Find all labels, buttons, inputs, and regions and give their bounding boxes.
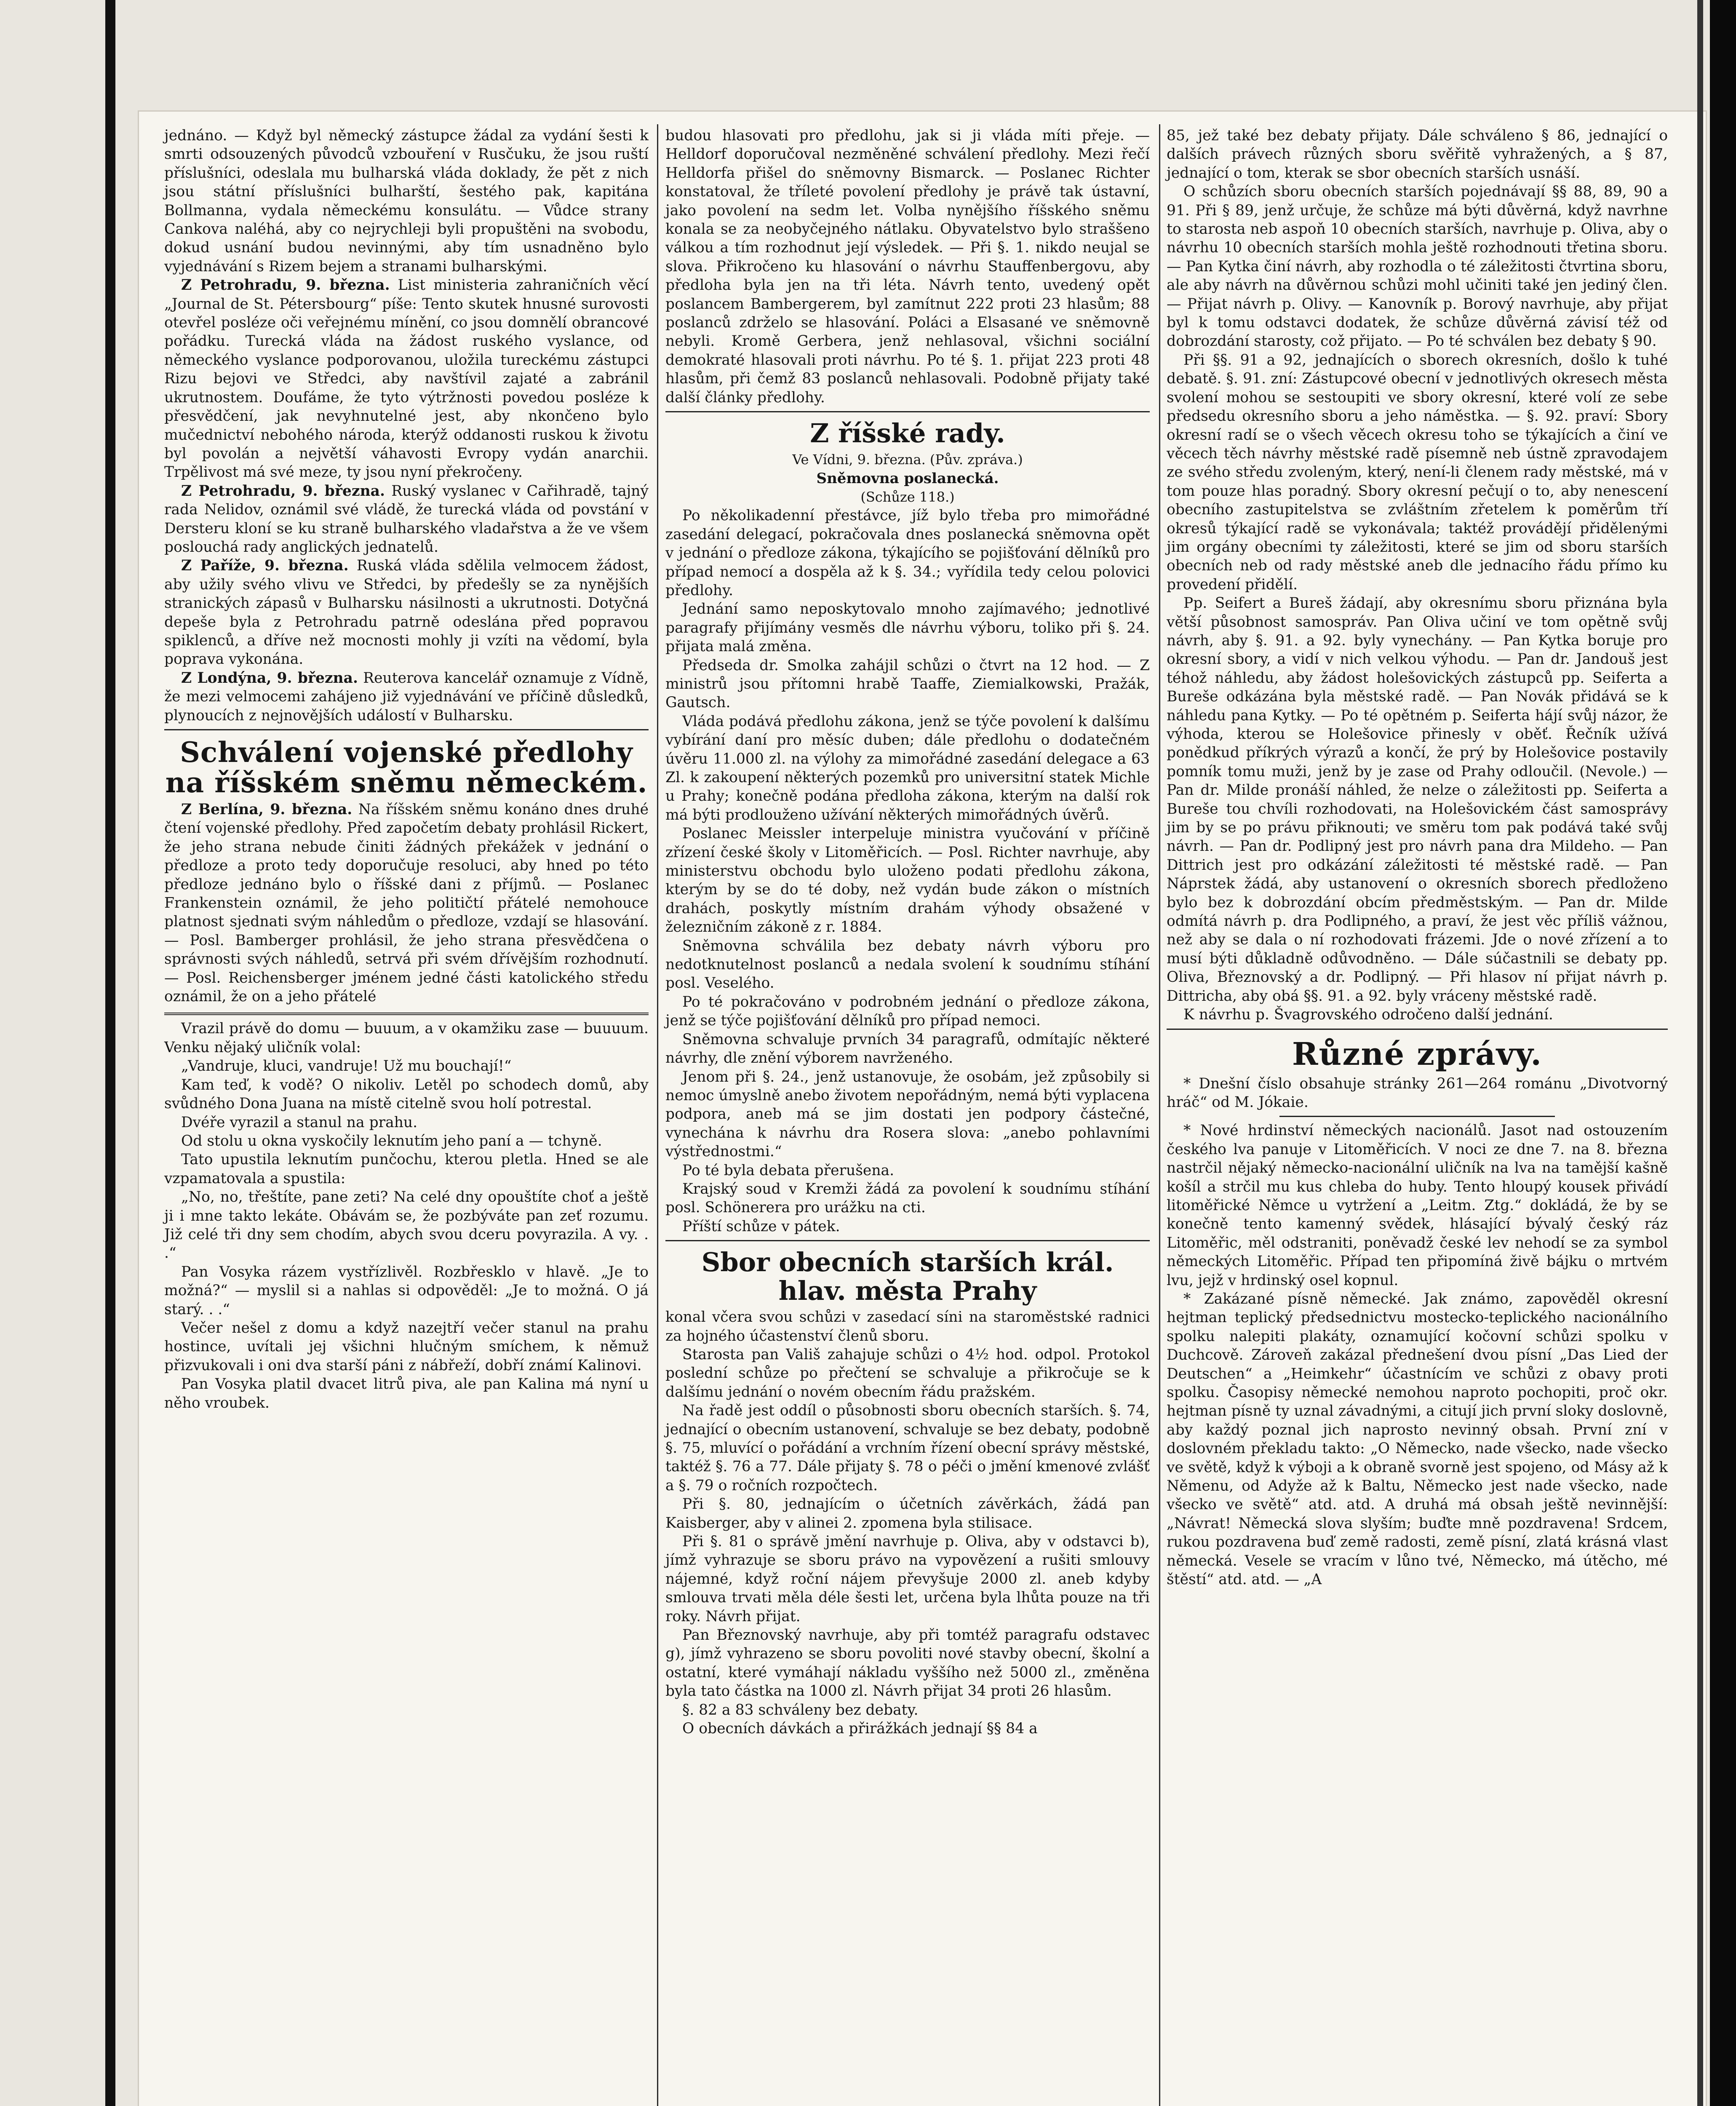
section-divider bbox=[665, 411, 1150, 412]
article-berlin-continued: budou hlasovati pro předlohu, jak si ji vláda míti přeje. — Helldorf doporučoval nezměněné schválení předlohy. Mezi řečí Helldorfa přišel do sněmovny Bismarck. — Poslanec Richter konstatoval, že tříleté povolení předlohy je právě tak ústavní, jako povolení na sedm let. Volba nynějšího říšského sněmu konala se za neobyčejného nátlaku. Obyvatelstvo bylo straššeno válkou a tím rozhodnut její výsledek. — Při §. 1. nikdo neujal se slova. Přikročeno ku hlasování o návrhu Stauffenbergovu, aby předloha byla jen na tři léta. Návrh tento, uvedený opět poslancem Bambergerem, byl zamítnut 222 proti 23 hlasům; 88 poslanců zdrželo se hlasování. Poláci a Elsasané ve sněmovně nebyli. Kromě Gerbera, jenž nehlasoval, všichni sociální demokraté hlasovali proti návrhu. Po té §. 1. přijat 223 proti 48 hlasům, při čemž 83 poslanců nehlasovali. Podobně přijaty také další články předlohy. bbox=[665, 127, 1150, 406]
council-paragraph: Po té byla debata přerušena. bbox=[682, 1162, 895, 1179]
news-item: * Nové hrdinství německých nacionálů. Jasot nad ostouzením českého lva panuje v Litoměřicích. V noci ze dne 7. na 8. března nastrčil nějaký německo-nacionální uličník na lva na tamější kašně košíl a strčil mu kus chleba do huby. Tento hloupý kousek přivádí litoměřické Němce u vytržení a „Leitm. Ztg.“ dokládá, že by se konečně tento kamenný svědek, hlásající bývalý český ráz Litoměřic, měl odstraniti, poněvadž české lev nehodí se za symbol německých Litoměřic. Případ ten připomíná živě bájku o mrtvém lvu, jejž v hrdinský osel kopnul. bbox=[1167, 1122, 1668, 1289]
council-paragraph: Vláda podává předlohu zákona, jenž se týče povolení k dalšímu vybírání daní pro měsíc duben; dále předlohu o dodatečném úvěru 11.000 zl. na výlohy za mimořádné zasedání delegace a 63 Zl. k zakoupení některých pozemků pro universitní statek Michle u Prahy; konečně podána předloha zákona, kterým na další rok má býti prodlouženo užívání některých mimořádných úvěrů. bbox=[665, 713, 1150, 823]
feuilleton-paragraph: Pan Vosyka rázem vystřízlivěl. Rozbřesklo v hlavě. „Je to možná?“ — myslil si a nahlas si odpověděl: „Je to možná. O já starý. . .“ bbox=[164, 1263, 649, 1318]
dispatch-text: Ruský vyslanec v Cařihradě, tajný rada Nelidov, oznámil své vládě, že turecká vláda od povstání v Dersteru kloní se ku straně bulharského vladařstva a že ve všem poslouchá rady anglických jednatelů. bbox=[164, 482, 649, 556]
dispatch-london bbox=[164, 669, 649, 725]
scan-border-right-inner bbox=[1697, 0, 1703, 2106]
section-divider bbox=[665, 1240, 1150, 1241]
feuilleton-paragraph: Vrazil právě do domu — buuum, a v okamžiku zase — buuuum. Venku nějaký uličník volal: bbox=[164, 1020, 649, 1056]
council-paragraph: Sněmovna schvaluje prvních 34 paragrafů, odmítajíc některé návrhy, dle znění výborem navrženého. bbox=[665, 1031, 1150, 1067]
dispatch-text: Reuterova kancelář oznamuje z Vídně, že mezi velmocemi zahájeno již vyjednávání ve příčině důsledků, plynoucích z nejnovějších událostí v Bulharsku. bbox=[164, 669, 649, 724]
dispatch-text: List ministeria zahraničních věcí „Journal de St. Pétersbourg“ píše: Tento skutek hnusné surovosti otevřel posléze oči veřejnému mínění, co jsou domnělí obrancové pořádku. Turecká vláda na žádost ruského vyslance, od německého vyslance podporovanou, uložila tureckému zástupci Rizu bejovi ve Středci, aby navštívil zajaté a zabránil ukrutnostem. Doufáme, že tyto výtržnosti povedou posléze k přesvědčení, jak nevyhnutelné jest, aby nkončeno bylo mučednictví nebohého národa, kterýž oddanosti ruskou k životu byl povolán a největší váhavosti Evropy vydán anarchii. Trpělivost má své meze, ty jsou nyní překročeny. bbox=[164, 277, 649, 481]
prague-continued-paragraph: K návrhu p. Švagrovského odročeno další jednání. bbox=[1183, 1006, 1553, 1024]
prague-continued-paragraph: 85, jež také bez debaty přijaty. Dále schváleno § 86, jednající o dalších právech různých sboru svěřitě vyhražených, a § 87, jednající o tom, kterak se sbor obecních starších usnáší. bbox=[1167, 127, 1668, 182]
news-separator bbox=[1279, 1116, 1555, 1117]
headline-imperial-council: Z říšské rady. bbox=[810, 418, 1005, 449]
session-number: (Schůze 118.) bbox=[860, 489, 955, 505]
section-divider bbox=[164, 729, 649, 730]
prague-paragraph: konal včera svou schůzi v zasedací síni na staroměstské radnici za hojného účastenství členů sboru. bbox=[665, 1309, 1150, 1344]
news-item: * Zakázané písně německé. Jak známo, zapověděl okresní hejtman teplický předsednictvu mostecko-teplického nacionálního spolku nalepiti plakáty, oznamující kočovní schůzi spolku v Duchcově. Zároveň zakázal přednešení dvou písní „Das Lied der Deutschen“ a „Heimkehr“ účastnícím ve schůzi z obavy proti spolku. Časopisy německé nemohou naproto pochopiti, proč okr. hejtman písně ty uznal závadnými, a citují jich první sloky doslovně, aby každý poznal jich naprosto nevinný obsah. První zní v doslovném překladu takto: „O Německo, nade všecko, nade všecko ve světě, když k výboji a k obraně svorně jest spojeno, od Másy až k Němenu, od Adyže až k Baltu, Německo jest nade všecko, nade všecko ve světě“ atd. atd. A druhá má obsah ještě nevinnější: „Návrat! Německá slova slyším; buďte mně pozdravena! Srdcem, rukou pozdravena buď země radosti, země písní, zlatá krásná vlast německá. Vesele se vracím v lůno tvé, Německo, má útěcho, mé štěstí“ atd. atd. — „A bbox=[1167, 1290, 1668, 1588]
council-paragraph: Po té pokračováno v podrobném jednání o předloze zákona, jenž se týče pojišťování dělníků pro případ nemoci. bbox=[665, 993, 1150, 1029]
council-paragraph: Po několikadenní přestávce, jíž bylo třeba pro mimořádné zasedání delegací, pokračovala dnes poslanecká sněmovna opět v jednání o předloze zákona, týkajícího se pojišťování dělníků pro případ nemocí a dospěla až k §. 34.; vyřídila tedy celou polovici předlohy. bbox=[665, 507, 1150, 599]
dispatch-dateline: Z Petrohradu, 9. března. bbox=[181, 482, 385, 500]
headline-prague-council: Sbor obecních starších král. hlav. města Prahy bbox=[701, 1247, 1114, 1307]
subhead-chamber: Sněmovna poslanecká. bbox=[816, 470, 999, 487]
council-paragraph: Sněmovna schválila bez debaty návrh výboru pro nedotknutelnost poslanců a nedala svolení k soudnímu stíhání posl. Veselého. bbox=[665, 937, 1150, 992]
dispatch-dateline: Z Paříže, 9. března. bbox=[181, 557, 349, 575]
dispatch-dateline: Z Berlína, 9. března. bbox=[181, 801, 353, 818]
prague-paragraph: Starosta pan Vališ zahajuje schůzi o 4½ hod. odpol. Protokol poslední schůze po přečtení se schvaluje a přikročuje se k dalšímu jednání o novém obecním řádu pražském. bbox=[665, 1346, 1150, 1400]
column-3 bbox=[1167, 126, 1668, 1589]
scan-border-left bbox=[105, 0, 115, 2106]
prague-paragraph: Při §. 80, jednajícím o účetních závěrkách, žádá pan Kaisberger, aby v alinei 2. zpomena byla stilisace. bbox=[665, 1496, 1150, 1531]
column-1 bbox=[164, 126, 649, 1412]
prague-paragraph: Při §. 81 o správě jmění navrhuje p. Oliva, aby v odstavci b), jímž vyhrazuje se sboru právo na vypovězení a rušiti smlouvy nájemné, když roční nájem převyšuje 2000 zl. aneb kdyby smlouva trvati měla déle šesti let, určena byla lhůta pouze na tři roky. Návrh přijat. bbox=[665, 1533, 1150, 1625]
prague-paragraph: Pan Březnovský navrhuje, aby při tomtéž paragrafu odstavec g), jímž vyhrazeno se sboru povoliti nové stavby obecní, školní a ostatní, které vymáhají nákladu vyššího než 5000 zl., změněna byla tato částka na 1000 zl. Návrh přijat 34 proti 26 hlasům. bbox=[665, 1627, 1150, 1700]
feuilleton-paragraph: Dvéře vyrazil a stanul na prahu. bbox=[181, 1114, 418, 1131]
council-paragraph: Krajský soud v Kremži žádá za povolení k soudnímu stíhání posl. Schönerera pro urážku na cti. bbox=[665, 1180, 1150, 1216]
prague-continued-paragraph: Při §§. 91 a 92, jednajících o sborech okresních, došlo k tuhé debatě. §. 91. zní: Zástupcové obecní v jednotlivých okresech města svolení mohou se sestoupiti ve sbory okresní, které volí ze sebe předsedu okresního sboru a jeho náměstka. — §. 92. praví: Sbory okresní radí se o všech věcech okresu toho se týkajících a činí ve věcech těch návrhy městské radě písemně neb ústně zpravodajem ze svého středu zvoleným, který, není-li členem rady městské, má v tom pouze hlas poradný. Sbory okresní pečují o to, aby nenescení obecního zastupitelstva se zvláštním zřetelem k poměrům tří okresů týkající radě se vykonávala; taktéž provádějí přidělenými jim orgány obecními ty záležitosti, které se jim od sboru starších obecních neb od rady městské aneb dle jednacího řádu přímo ku provedení přidělí. bbox=[1167, 351, 1668, 593]
prague-continued-paragraph: O schůzích sboru obecních starších pojednávají §§ 88, 89, 90 a 91. Při § 89, jenž určuje, že schůze má býti důvěrná, když navrhne to starosta neb aspoň 10 obecních starších, navrhuje p. Oliva, aby o návrhu 10 obecních starších mohla ještě rozhodnouti třetina sboru. — Pan Kytka činí návrh, aby rozhodla o té záležitosti čtvrtina sboru, ale aby návrh na důvěrnou schůzi mohl učiniti také jen jediný člen. — Přijat návrh p. Olivy. — Kanovník p. Borový navrhuje, aby přijat byl k tomu odstavci dodatek, že schůze důvěrná závisí též od dobrozdání starosty, což přijato. — Po té schválen bez debaty § 90. bbox=[1167, 183, 1668, 350]
council-paragraph: Jednání samo neposkytovalo mnoho zajímavého; jednotlivé paragrafy přijímány vesměs dle návrhu výboru, toliko při §. 24. přijata malá změna. bbox=[665, 601, 1150, 655]
feuilleton-paragraph: „No, no, třeštíte, pane zeti? Na celé dny opouštíte choť a ještě ji i mne takto lekáte. Obávám se, že pozbýváte pan zeť rozumu. Již celé tři dny sem chodím, abych svou dceru povyrazila. A vy. . .“ bbox=[164, 1189, 649, 1262]
feuilleton-paragraph: Večer nešel z domu a když nazejtří večer stanul na prahu hostince, uvítali jej všichni hlučným smíchem, k němuž přizvukovali i oni dva starší páni z nábřeží, dobří známí Kalinovi. bbox=[164, 1319, 649, 1374]
dispatch-petrograd-1 bbox=[164, 276, 649, 481]
dateline-vienna: Ve Vídni, 9. března. (Pův. zpráva.) bbox=[792, 452, 1023, 468]
section-divider bbox=[1167, 1029, 1668, 1030]
prague-continued-paragraph: Pp. Seifert a Bureš žádají, aby okresnímu sboru přiznána byla větší působnost samospráv. Pan Oliva učiní ve tom opětně svůj návrh, aby §. 91. a 92. byly vynechány. — Pan Kytka boruje pro okresní sbory, a vidí v nich velkou výhodu. — Pan dr. Jandouš jest téhož náhledu, aby žádost holešovických zástupců pp. Seiferta a Bureše odkázána byla městské radě. — Pan Novák přidává se k náhledu pana Kytky. — Po té opětném p. Seiferta hájí svůj názor, že výhoda, kterou se Holešovice přinesly v oběť. Řečník užívá ponědkud příkrých výrazů a končí, že prý by Holešovice postavily pomník tomu muži, jenž by je zase od Prahy odloučil. (Nevole.) — Pan dr. Milde pronáší náhled, že nelze o záležitosti pp. Seiferta a Bureše tou chvíli rozhodovati, na Holešovickém část samosprávy jim by se po právu přiknouti; ve směru tom pak podává také svůj návrh. — Pan dr. Podlipný jest pro návrh pana dra Mildeho. — Pan Dittrich jest pro odkázání záležitosti té městské radě. — Pan Náprstek žádá, aby ustanovení o okresních sborech předloženo bylo bez k dobrozdání obcím předměstským. — Pan dr. Milde odmítá návrh p. dra Podlipného, a praví, že jest věc příliš vážnou, než aby se dala o ní rozhodovati frázemi. Jde o nové zřízení a to musí býti důkladně odůvodněno. — Dále súčastnili se debaty pp. Oliva, Březnovský a dr. Podlipný. — Při hlasov ní přijat návrh p. Dittricha, aby obá §§. 91. a 92. byly vráceny městské radě. bbox=[1167, 595, 1668, 1005]
feuilleton-paragraph: Tato upustila leknutím punčochu, kterou pletla. Hned se ale vzpamatovala a spustila: bbox=[164, 1151, 649, 1187]
headline-military-bill: Schválení vojenské předlohy na říšském sněmu německém. bbox=[165, 736, 648, 799]
prague-paragraph: Na řadě jest oddíl o působnosti sboru obecních starších. §. 74, jednající o obecním ustanovení, schvaluje se bez debaty, podobně §. 75, mluvící o pořádání a vrchním řízení obecní správy městské, taktéž §. 76 a 77. Dále přijaty §. 78 o péči o jmění kmenové zvlášť a §. 79 o ročních rozpočtech. bbox=[665, 1402, 1150, 1494]
column-rule-2 bbox=[1159, 124, 1160, 2106]
column-rule-1 bbox=[657, 124, 658, 2106]
feuilleton-paragraph: Pan Vosyka platil dvacet litrů piva, ale pan Kalina má nyní u něho vroubek. bbox=[164, 1376, 649, 1411]
feuilleton-divider bbox=[164, 1013, 649, 1015]
feuilleton-paragraph: „Vandruje, kluci, vandruje! Už mu bouchají!“ bbox=[181, 1058, 512, 1075]
column-2 bbox=[665, 126, 1150, 1738]
prague-paragraph: O obecních dávkách a přirážkách jednají §§ 84 a bbox=[682, 1720, 1038, 1737]
feuilleton-paragraph: Kam teď, k vodě? O nikoliv. Letěl po schodech domů, aby svůdného Dona Juana na místě citelně svou holí potrestal. bbox=[164, 1076, 649, 1112]
article-bulgaria-text: jednáno. — Když byl německý zástupce žádal za vydání šesti k smrti odsouzených původců vzbouření v Rusčuku, že jsou ruští příslušníci, odeslala mu bulharská vláda doklady, že pět z nich jsou státní příslušníci bulharští, šestého pak, kapitána Bollmanna, vydala německému konsulátu. — Vůdce strany Cankova naléhá, aby co nejrychleji byli propuštěni na svobodu, dokud usnání budou nevinnými, aby tím usnadněno bylo vyjednávání s Rizem bejem a stranami bulharskými. bbox=[164, 127, 649, 275]
dispatch-berlin bbox=[164, 800, 649, 1006]
council-paragraph: Příští schůze v pátek. bbox=[682, 1218, 840, 1235]
dispatch-dateline: Z Londýna, 9. března. bbox=[181, 669, 358, 687]
dispatch-dateline: Z Petrohradu, 9. března. bbox=[181, 277, 390, 294]
council-paragraph: Předseda dr. Smolka zahájil schůzi o čtvrt na 12 hod. — Z ministrů jsou přítomni hrabě Taaffe, Ziemialkowski, Pražák, Gautsch. bbox=[665, 657, 1150, 711]
feuilleton-paragraph: Od stolu u okna vyskočily leknutím jeho paní a — tchyně. bbox=[181, 1132, 602, 1149]
dispatch-petrograd-2 bbox=[164, 482, 649, 557]
council-paragraph: Jenom při §. 24., jenž ustanovuje, že osobám, jež způsobily si nemoc úmyslně anebo životem nepořádným, nemá býti vyplacena podpora, aneb má se jim dostati jen podpory částečné, vynechána k návrhu dra Rosera slova: „anebo pohlavními výstřednostmi.“ bbox=[665, 1068, 1150, 1160]
news-item: * Dnešní číslo obsahuje stránky 261—264 románu „Divotvorný hráč“ od M. Jókaie. bbox=[1167, 1075, 1668, 1111]
prague-paragraph: §. 82 a 83 schváleny bez debaty. bbox=[682, 1701, 919, 1718]
scan-border-right bbox=[1710, 0, 1736, 2106]
dispatch-paris bbox=[164, 556, 649, 668]
dispatch-text: Na říšském sněmu konáno dnes druhé čtení vojenské předlohy. Před započetím debaty prohlásil Rickert, že jeho strana nebude činiti žádných překážek v jednání o předloze a proto tedy doporučuje resoluci, aby hned po této předloze jednáno bylo o říšské dani z příjmů. — Poslanec Frankenstein oznámil, že jeho političtí přátelé nemohouce platnost sjednati svým náhledům o předloze, vzdají se hlasování. — Posl. Bamberger prohlásil, že jeho strana přesvědčena o správnosti svých náhledů, setrvá při svém dřívějším rozhodnutí. — Posl. Reichensberger jménem jedné části katolického středu oznámil, že on a jeho přátelé bbox=[164, 801, 649, 1005]
council-paragraph: Poslanec Meissler interpeluje ministra vyučování v příčině zřízení české školy v Litoměřicích. — Posl. Richter navrhuje, aby ministerstvu obchodu bylo uloženo podati předlohu zákona, kterým by se do té doby, než vydán bude zákon o místních drahách, poskytly místním drahám výhody obsažené v železničním zákoně z r. 1884. bbox=[665, 825, 1150, 936]
dispatch-text: Ruská vláda sdělila velmocem žádost, aby užily svého vlivu ve Středci, by předešly se za nynějších stranických zápasů v Bulharsku násilnosti a ukrutnosti. Dotyčná depeše byla z Petrohradu patrně odeslána před popravou spiklenců, a dříve než mocnosti mohly ji vzíti na vědomí, byla poprava vykonána. bbox=[164, 557, 649, 668]
headline-various-news: Různé zprávy. bbox=[1292, 1036, 1542, 1072]
